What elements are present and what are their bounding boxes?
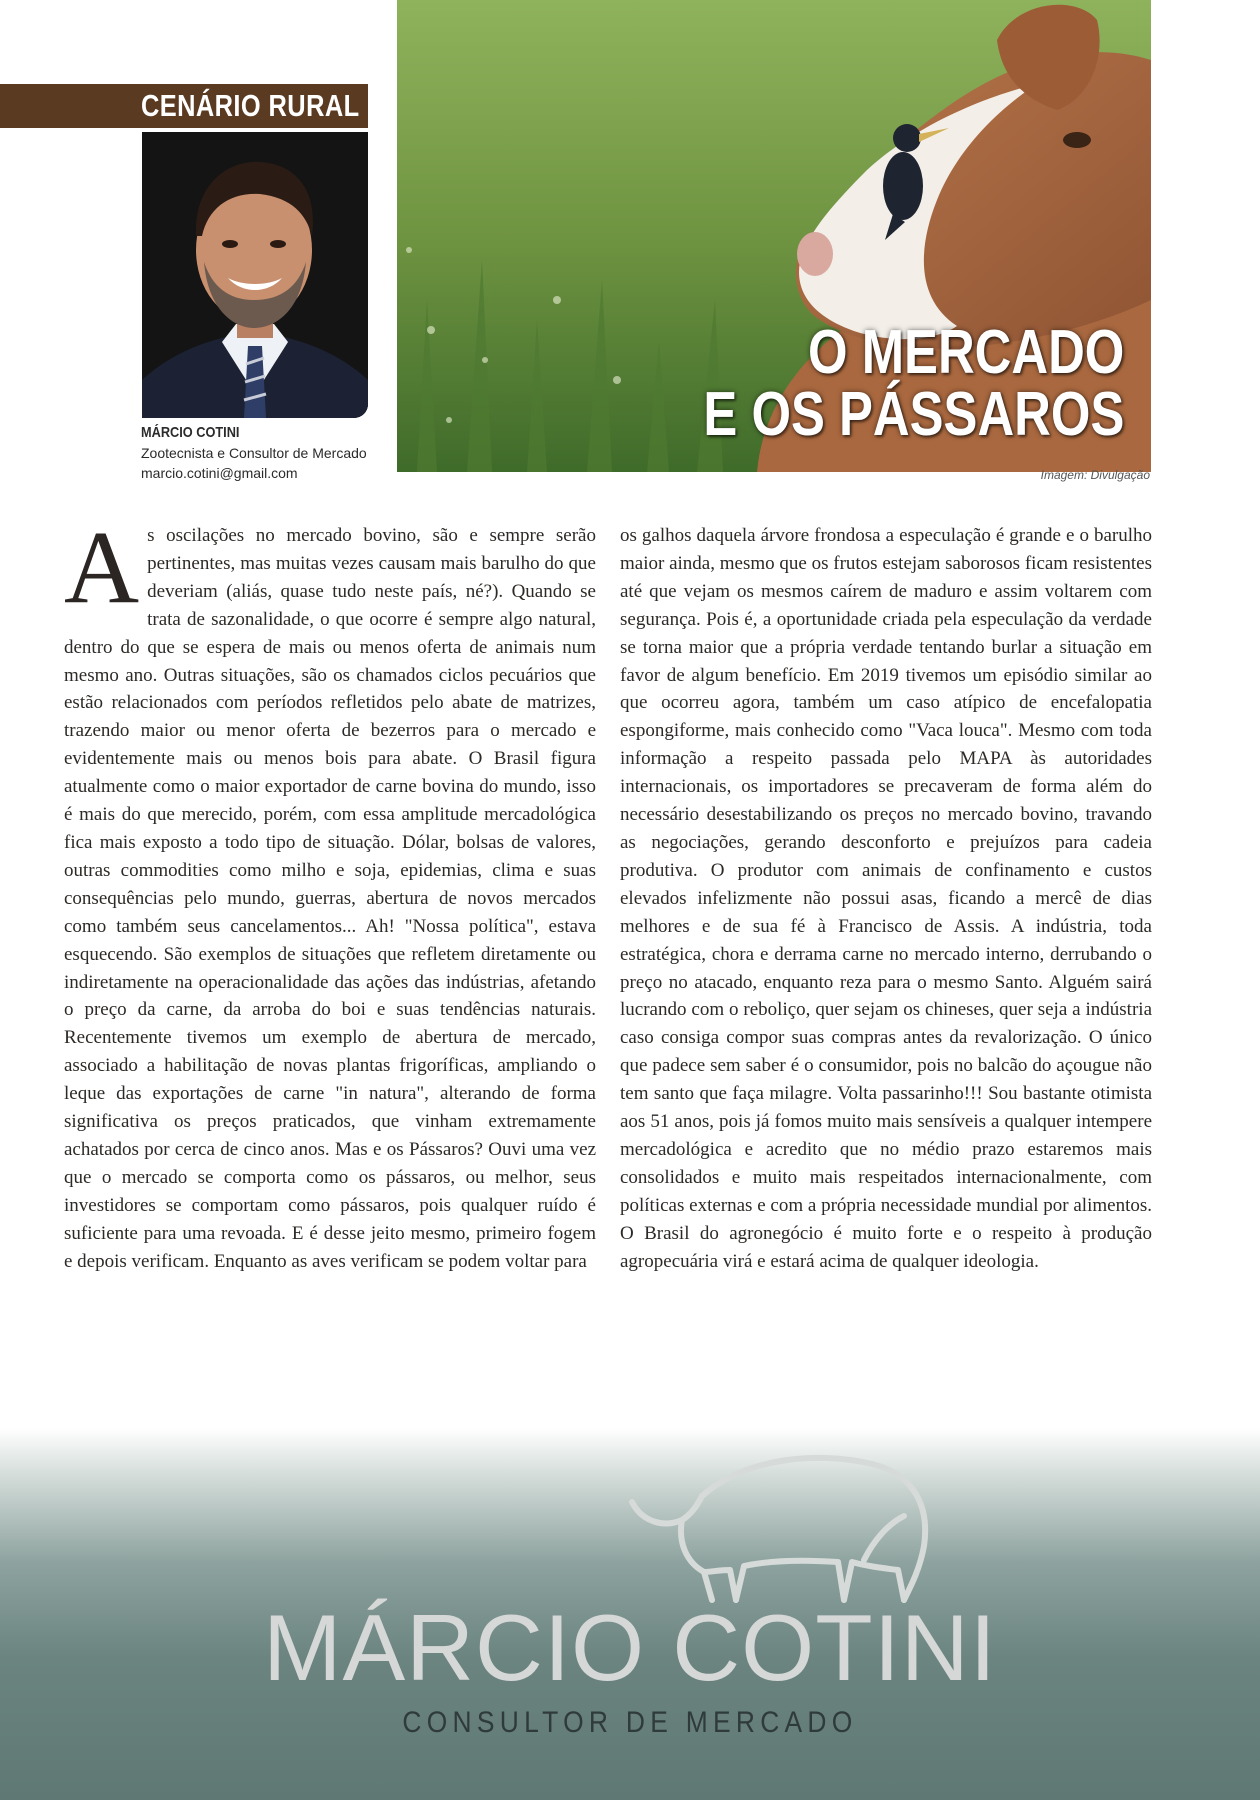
headline-line-2: E OS PÁSSAROS (703, 380, 1124, 449)
article-headline (703, 318, 1124, 449)
author-email: marcio.cotini@gmail.com (141, 465, 298, 481)
brand-tagline: CONSULTOR DE MERCADO (402, 1706, 858, 1739)
image-credit: Imagem: Divulgação (1040, 468, 1150, 482)
article-column-2 (620, 522, 1152, 1275)
section-label: CENÁRIO RURAL (141, 88, 360, 123)
drop-cap: A (64, 510, 140, 625)
headline-line-1: O MERCADO (807, 318, 1124, 387)
footer-branding (0, 1428, 1260, 1800)
article-text-column-1: s oscilações no mercado bovino, são e sempre serão pertinentes, mas muitas vezes causam mais barulho do que deveriam (aliás, quase tudo neste país, né?). Quando se trata de sazonalidade, o que ocorre é sempre algo natural, dentro do que se espera de mais ou menos oferta de animais num mesmo ano. Outras situações, são os chamados ciclos pecuários que estão relacionados com períodos refletidos pelo abate de matrizes, trazendo maior ou menor oferta de bezerros para o mercado e evidentemente mais ou menos bois para abate. O Brasil figura atualmente como o maior exportador de carne bovina do mundo, isso é mais do que merecido, porém, com essa amplitude mercadológica fica mais exposto a todo tipo de situação. Dólar, bolsas de valores, outras commodities como milho e soja, epidemias, clima e suas consequências pelo mundo, guerras, abertura de novos mercados como também seus cancelamentos... Ah! "Nossa política", estava esquecendo. São exemplos de situações que refletem diretamente ou indiretamente na operacionalidade das ações das indústrias, afetando o preço da carne, da arroba do boi e suas tendências naturais. Recentemente tivemos um exemplo de abertura de mercado, associado a habilitação de novas plantas frigoríficas, ampliando o leque das exportações de carne "in natura", alterando de forma significativa os preços praticados, que vinham extremamente achatados por cerca de cinco anos. Mas e os Pássaros? Ouvi uma vez que o mercado se comporta como os pássaros, ou melhor, seus investidores se comportam como pássaros, pois qualquer ruído é suficiente para uma revoada. E é desse jeito mesmo, primeiro fogem e depois verificam. Enquanto as aves verificam se podem voltar para (64, 525, 596, 1272)
hero-image (397, 0, 1151, 472)
brand-name: MÁRCIO COTINI (263, 1595, 997, 1700)
author-name: MÁRCIO COTINI (141, 424, 240, 441)
author-photo (142, 132, 368, 418)
section-bar (0, 84, 368, 128)
author-role: Zootecnista e Consultor de Mercado (141, 445, 367, 461)
article-text-column-2: os galhos daquela árvore frondosa a especulação é grande e o barulho maior ainda, mesmo que os frutos estejam saborosos ficam resistentes até que vejam os mesmos caírem de maduro e assim voltarem com segurança. Pois é, a oportunidade criada pela especulação da verdade se torna maior que a própria verdade tentando burlar a situação em favor de algum benefício. Em 2019 tivemos um episódio similar ao que ocorreu agora, também um caso atípico de encefalopatia espongiforme, mais conhecido como "Vaca louca". Mesmo com toda informação a respeito passada pelo MAPA às autoridades internacionais, os importadores se precaveram de forma além do necessário desestabilizando os preços no mercado bovino, travando as negociações, gerando desconforto e prejuízos para cadeia produtiva. O produtor com animais de confinamento e custos elevados infelizmente não possui asas, ficando a mercê de dias melhores e de sua fé à Francisco de Assis. A indústria, toda estratégica, chora e derrama carne no mercado interno, derrubando o preço no atacado, enquanto reza para o mesmo Santo. Alguém sairá lucrando com o reboliço, quer sejam os chineses, quer seja a indústria caso consiga compor suas compras antes da revalorização. O único que padece sem saber é o consumidor, pois no balcão do açougue não tem santo que faça milagre. Volta passarinho!!! Sou bastante otimista aos 51 anos, pois já fomos muito mais sensíveis a qualquer intempere mercadológica e acredito que no médio prazo estaremos mais consolidados e muito mais respeitados internacionalmente, com políticas externas e com a própria necessidade mundial por alimentos. O Brasil do agronegócio é muito forte e o respeito à produção agropecuária virá e estará acima de qualquer ideologia. (620, 525, 1152, 1272)
article-column-1 (64, 510, 596, 1275)
